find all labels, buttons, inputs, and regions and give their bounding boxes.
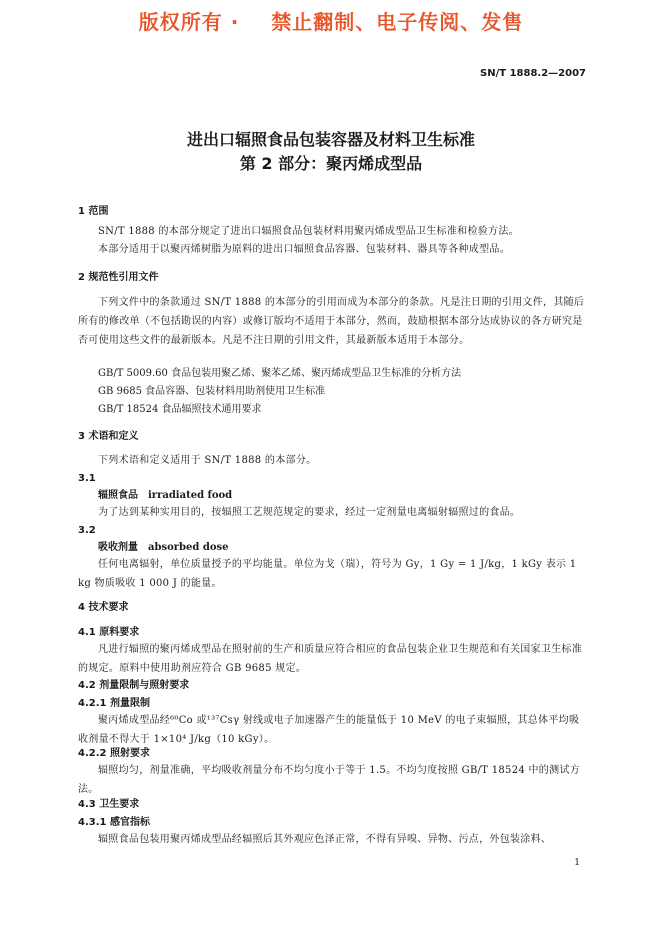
document-subtitle: 第 2 部分：聚丙烯成型品 — [239, 154, 423, 173]
subsection-heading: 4.3.1 感官指标 — [78, 817, 150, 828]
section-1-paragraph-2: 本部分适用于以聚丙烯树脂为原料的进出口辐照食品容器、包装材料、器具等各种成型品。 — [98, 244, 510, 255]
term-number: 3.1 — [78, 473, 96, 484]
standard-number: SN/T 1888.2—2007 — [480, 68, 586, 79]
term-english: absorbed dose — [148, 542, 229, 553]
section-3-paragraph: 下列术语和定义适用于 SN/T 1888 的本部分。 — [98, 455, 317, 466]
term-name — [98, 489, 232, 503]
section-2-paragraph: 下列文件中的条款通过 SN/T 1888 的本部分的引用而成为本部分的条款。凡是注日期的引用文件，其随后所有的修改单（不包括勘误的内容）或修订版均不适用于本部分，然而，鼓励根据本部分达成协议的各方研究是否可使用这些文件的最新版本。凡是不注日期的引用文件，其最新版本适用于本部分。 — [78, 297, 585, 346]
term-english: irradiated food — [148, 490, 233, 501]
page-number: 1 — [574, 858, 580, 868]
section-1-heading: 1 范围 — [78, 206, 109, 217]
subsection-paragraph: 凡进行辐照的聚丙烯成型品在照射前的生产和质量应符合相应的食品包装企业卫生规范和有关国家卫生标准的规定。原料中使用助剂应符合 GB 9685 规定。 — [78, 644, 583, 674]
subsection-heading: 4.2 剂量限制与照射要求 — [78, 680, 190, 691]
subsection-heading: 4.1 原料要求 — [78, 627, 140, 638]
subsection-heading: 4.3 卫生要求 — [78, 799, 140, 810]
document-title: 进出口辐照食品包装容器及材料卫生标准 — [186, 130, 475, 149]
reference-item: GB/T 18524 食品辐照技术通用要求 — [98, 404, 262, 415]
subsection-paragraph: 辐照均匀，剂量准确，平均吸收剂量分布不均匀度小于等于 1.5。不均匀度按照 GB/T 18524 中的测试方法。 — [78, 765, 581, 795]
subsection-heading: 4.2.2 照射要求 — [78, 748, 150, 759]
watermark-banner: 版权所有 · 禁止翻制、电子传阅、发售 — [138, 10, 524, 34]
section-4-heading: 4 技术要求 — [78, 602, 129, 613]
term-chinese: 辐照食品 — [98, 490, 138, 501]
term-definition: 为了达到某种实用目的，按辐照工艺规范规定的要求，经过一定剂量电离辐射辐照过的食品。 — [98, 507, 521, 518]
section-3-heading: 3 术语和定义 — [78, 431, 139, 442]
reference-item: GB 9685 食品容器、包装材料用助剂使用卫生标准 — [98, 386, 326, 397]
term-name — [98, 541, 229, 555]
subsection-paragraph: 聚丙烯成型品经⁶⁰Co 或¹³⁷Csγ 射线或电子加速器产生的能量低于 10 MeV 的电子束辐照，其总体平均吸收剂量不得大于 1×10⁴ J/kg（10 kGy）。 — [78, 715, 580, 745]
reference-item: GB/T 5009.60 食品包装用聚乙烯、聚苯乙烯、聚丙烯成型品卫生标准的分析方法 — [98, 368, 462, 379]
term-chinese: 吸收剂量 — [98, 542, 138, 553]
section-1-paragraph-1: SN/T 1888 的本部分规定了进出口辐照食品包装材料用聚丙烯成型品卫生标准和检验方法。 — [98, 226, 519, 237]
subsection-paragraph: 辐照食品包装用聚丙烯成型品经辐照后其外观应色泽正常，不得有异嗅、异物、污点，外包装涂料、 — [98, 834, 552, 845]
term-definition: 任何电离辐射，单位质量授予的平均能量。单位为戈（瑞），符号为 Gy，1 Gy = 1 J/kg，1 kGy 表示 1 kg 物质吸收 1 000 J 的能量。 — [78, 559, 577, 589]
subsection-heading: 4.2.1 剂量限制 — [78, 698, 150, 709]
term-number: 3.2 — [78, 525, 96, 536]
section-2-heading: 2 规范性引用文件 — [78, 272, 159, 283]
